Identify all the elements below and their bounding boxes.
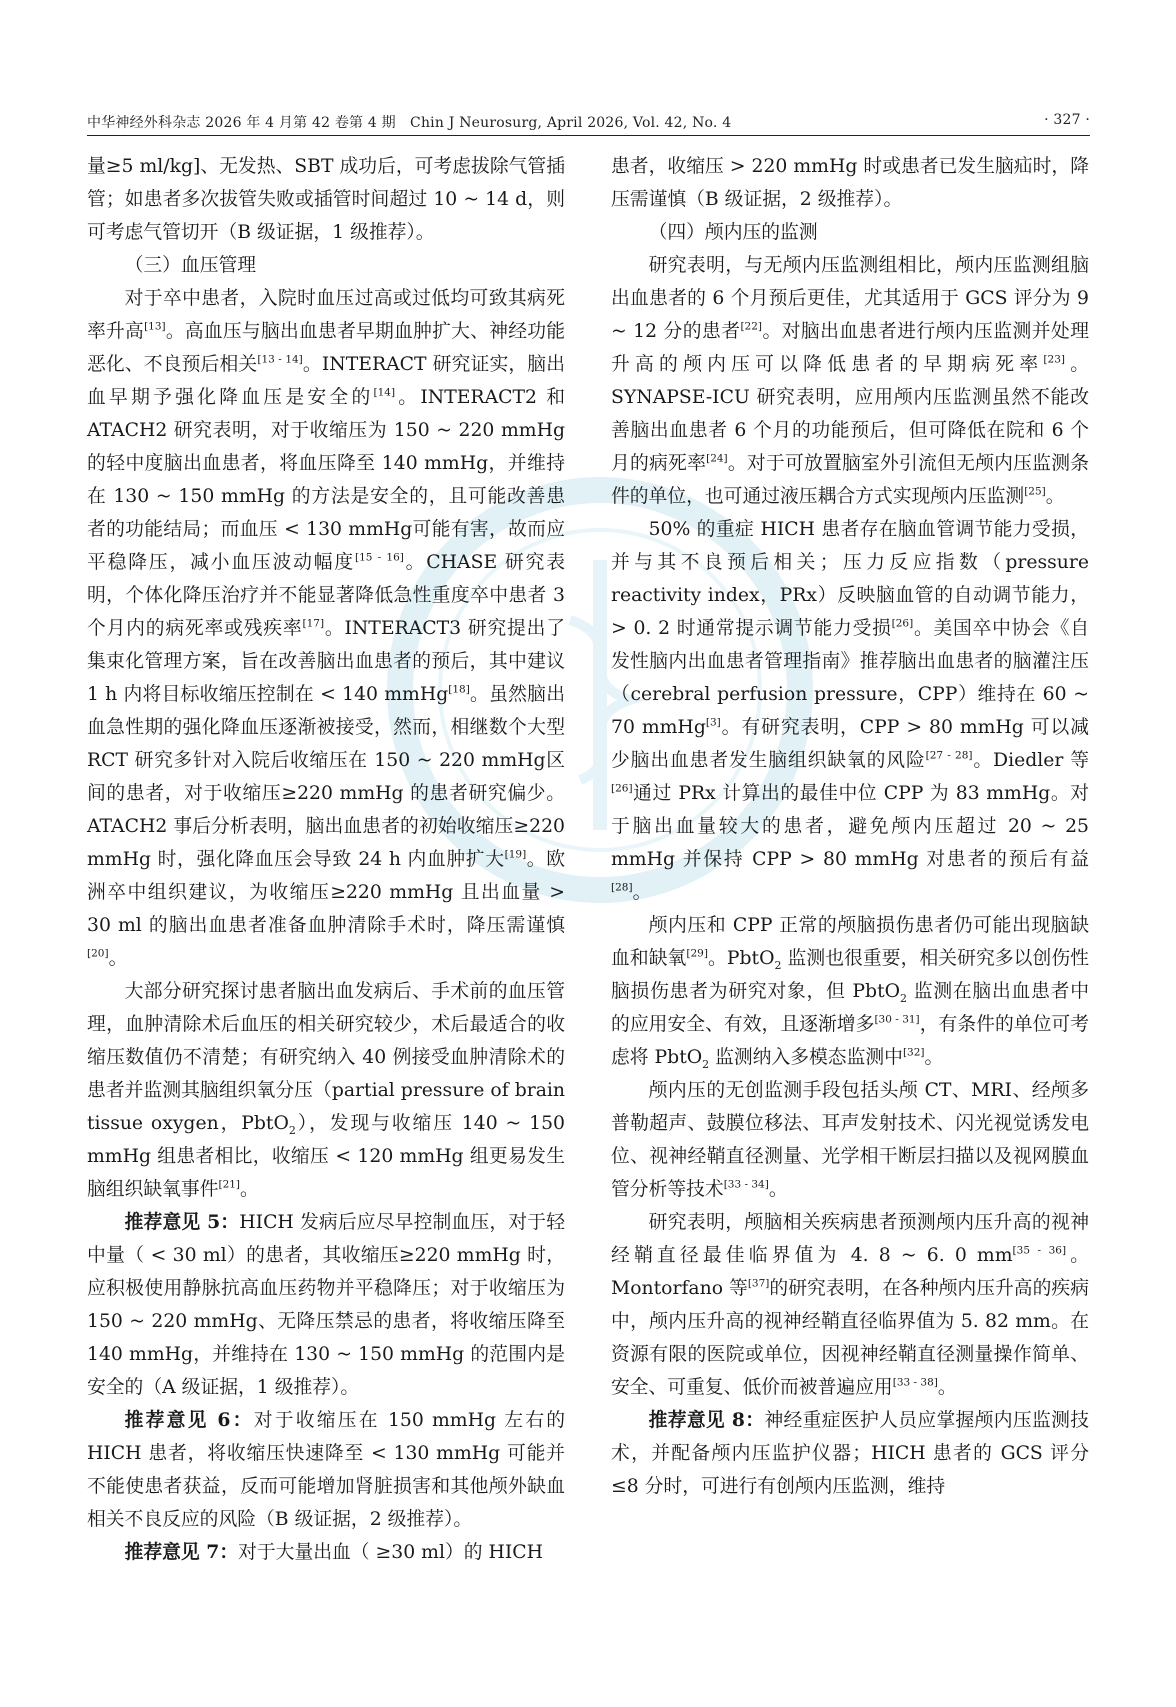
paragraph-text: 颅内压和 CPP 正常的颅脑损伤患者仍可能出现脑缺血和缺氧 (611, 915, 1089, 969)
citation: [26] (891, 617, 914, 630)
paragraph (611, 249, 1089, 513)
citation: [25] (1024, 485, 1046, 498)
recommendation-text: 神经重症医护人员应掌握颅内压监测技术，并配备颅内压监护仪器；HICH 患者的 GCS 评分≤8 分时，可进行有创颅内压监测，维持 (611, 1410, 1090, 1497)
paragraph-text: 。 (108, 948, 128, 969)
paragraph (87, 150, 565, 249)
subscript: 2 (702, 1057, 710, 1071)
section-heading: （三）血压管理 (124, 255, 257, 276)
paragraph (611, 513, 1089, 909)
paragraph-text: 。美国卒中协会《自发性脑内出血患者管理指南》推荐脑出血患者的脑灌注压（cerebral perfusion pressure，CPP）维持在 60 ~ 70 mmHg (611, 618, 1090, 738)
paragraph-text: 。对脑出血患者进行颅内压监测并处理升高的颅内压可以降低患者的早期病死率 (611, 321, 1090, 375)
paragraph-text: 对于卒中患者，入院时血压过高或过低均可致其病死率升高 (87, 288, 565, 342)
subscript: 2 (900, 991, 908, 1005)
paragraph (611, 1206, 1089, 1404)
journal-citation: 中华神经外科杂志 2026 年 4 月第 42 卷第 4 期 Chin J Neurosurg, April 2026, Vol. 42, No. 4 (87, 115, 732, 131)
paragraph-text: 。欧洲卒中组织建议，为收缩压≥220 mmHg 且出血量 > 30 ml 的脑出血患者准备血肿清除手术时，降压需谨慎 (87, 849, 565, 936)
recommendation-label: 推荐意见 5： (124, 1211, 240, 1233)
paragraph-text: 。CHASE 研究表明，个体化降压治疗并不能显著降低急性重度卒中患者 3 个月内的病死率或残疾率 (87, 552, 566, 639)
paragraph-text: 。有研究表明，CPP > 80 mmHg 可以减少脑出血患者发生脑组织缺氧的风险 (611, 717, 1089, 771)
paragraph-text: 的研究表明，在各种颅内压升高的疾病中，颅内压升高的视神经鞘直径临界值为 5. 82 mm。在资源有限的医院或单位，因视神经鞘直径测量操作简单、安全、可重复、低价而被普遍应用 (611, 1278, 1089, 1398)
paragraph (611, 1074, 1089, 1206)
citation: [30 - 31] (874, 1013, 920, 1026)
section-heading: （四）颅内压的监测 (648, 222, 818, 243)
recommendation-text: 对于收缩压在 150 mmHg 左右的 HICH 患者，将收缩压快速降至 < 130 mmHg 可能并不能使患者获益，反而可能增加肾脏损害和其他颅外缺血相关不良反应的风险（B 级证据，2 级推荐）。 (87, 1410, 566, 1530)
paragraph-text: 。PbtO (707, 948, 775, 969)
recommendation (87, 1404, 565, 1536)
citation: [13 - 14] (257, 353, 303, 366)
paragraph-text: 。INTERACT2 和 ATACH2 研究表明，对于收缩压为 150 ~ 220 mmHg 的轻中度脑出血患者，将血压降至 140 mmHg，并维持在 130 ~ 150 mmHg 的方法是安全的，且可能改善患者的功能结局；而血压 < 130 mmHg可能有害，故而应平稳降压，减小血压波动幅度 (87, 387, 565, 573)
citation: [15 - 16] (355, 551, 404, 564)
citation: [32] (902, 1046, 925, 1059)
citation: [33 - 38] (892, 1376, 938, 1389)
citation: [35 - 36] (1012, 1244, 1067, 1257)
paragraph-text: 大部分研究探讨患者脑出血发病后、手术前的血压管理，血肿清除术后血压的相关研究较少，术后最适合的收缩压数值仍不清楚；有研究纳入 40 例接受血肿清除术的患者并监测其脑组织氧分压（partial pressure of brain tissue oxygen，PbtO (87, 981, 565, 1134)
citation: [27 - 28] (925, 749, 973, 762)
recommendation-text: HICH 发病后应尽早控制血压，对于轻中量（ < 30 ml）的患者，其收缩压≥220 mmHg 时，应积极使用静脉抗高血压药物并平稳降压；对于收缩压为 150 ~ 220 mmHg、无降压禁忌的患者，将收缩压降至 140 mmHg，并维持在 130 ~ 150 mmHg 的范围内是安全的（A 级证据，1 级推荐）。 (87, 1212, 566, 1398)
recommendation (87, 1206, 565, 1404)
paragraph-text: 。 (1045, 486, 1065, 507)
paragraph (87, 975, 565, 1206)
citation: [29] (686, 947, 708, 960)
running-header (87, 108, 1090, 132)
page-number: · 327 · (1044, 112, 1090, 128)
paragraph-text: 。Diedler 等 (972, 750, 1089, 771)
citation: [20] (87, 947, 109, 960)
paragraph-text: 。INTERACT 研究证实，脑出血早期予强化降血压是安全的 (87, 354, 565, 408)
paragraph-text: ），发现与收缩压 140 ~ 150 mmHg 组患者相比，收缩压 < 120 mmHg 组更易发生脑组织缺氧事件 (87, 1113, 565, 1200)
citation: [37] (747, 1277, 770, 1290)
paragraph-text: 。对于可放置脑室外引流但无颅内压监测条件的单位，也可通过液压耦合方式实现颅内压监测 (611, 453, 1090, 507)
citation: [23] (1043, 353, 1065, 366)
citation: [3] (705, 716, 721, 729)
subscript: 2 (774, 958, 782, 972)
citation: [13] (144, 320, 166, 333)
recommendation-text: 对于大量出血（ ≥30 ml）的 HICH (238, 1542, 544, 1563)
citation: [21] (218, 1178, 241, 1191)
paragraph-text: 。INTERACT3 研究提出了集束化管理方案，旨在改善脑出血患者的预后，其中建议 1 h 内将目标收缩压控制在 < 140 mmHg (87, 618, 565, 705)
paragraph (611, 150, 1089, 216)
paragraph-text: 患者，收缩压 > 220 mmHg 时或患者已发生脑疝时，降压需谨慎（B 级证据，2 级推荐）。 (611, 156, 1089, 210)
paragraph-text: 。高血压与脑出血患者早期血肿扩大、神经功能恶化、不良预后相关 (87, 321, 566, 375)
recommendation (611, 1404, 1089, 1503)
paragraph-text: 。 (924, 1047, 944, 1068)
citation: [24] (706, 452, 728, 465)
paragraph-text: 颅内压的无创监测手段包括头颅 CT、MRI、经颅多普勒超声、鼓膜位移法、耳声发射技术、闪光视觉诱发电位、视神经鞘直径测量、光学相干断层扫描以及视网膜血管分析等技术 (611, 1080, 1089, 1200)
right-column (611, 150, 1089, 1503)
paragraph-text: 监测纳入多模态监测中 (709, 1047, 903, 1068)
recommendation-label: 推荐意见 8： (648, 1409, 765, 1431)
citation: [18] (448, 683, 470, 696)
paragraph-text: 通过 PRx 计算出的最佳中位 CPP 为 83 mmHg。对于脑出血量较大的患者，避免颅内压超过 20 ~ 25 mmHg 并保持 CPP > 80 mmHg 对患者的预后有益 (611, 783, 1089, 870)
paragraph-text: 研究表明，与无颅内压监测组相比，颅内压监测组脑出血患者的 6 个月预后更佳，尤其适用于 GCS 评分为 9 ~ 12 分的患者 (611, 255, 1089, 342)
paragraph-text: 研究表明，颅脑相关疾病患者预测颅内压升高的视神经鞘直径最佳临界值为 4. 8 ~ 6. 0 mm (611, 1212, 1089, 1266)
citation: [26] (611, 782, 633, 795)
recommendation-label: 推荐意见 7： (124, 1541, 239, 1563)
paragraph-text: 。 (240, 1179, 259, 1200)
paragraph-text: 。虽然脑出血急性期的强化降血压逐渐被接受，然而，相继数个大型 RCT 研究多针对入院后收缩压在 150 ~ 220 mmHg区间的患者，对于收缩压≥220 mmHg 的患者研究偏少。ATACH2 事后分析表明，脑出血患者的初始收缩压≥220 mmHg 时，强化降血压会导致 24 h 内血肿扩大 (87, 684, 566, 870)
paragraph-text: 监测也很重要，相关研究多以创伤性脑损伤患者为研究对象，但 PbtO (611, 948, 1089, 1002)
paragraph-text: 50% 的重症 HICH 患者存在脑血管调节能力受损，并与其不良预后相关；压力反应指数（pressure reactivity index，PRx）反映脑血管的自动调节能力，> 0. 2 时通常提示调节能力受损 (611, 519, 1089, 639)
paragraph (87, 282, 565, 975)
header-rule (87, 135, 1090, 136)
citation: [19] (504, 848, 527, 861)
paragraph-text: 监测在脑出血患者中的应用安全、有效，且逐渐增多 (611, 981, 1089, 1035)
citation: [28] (611, 881, 633, 894)
paragraph-text: 。 (632, 882, 652, 903)
recommendation-label: 推荐意见 6： (124, 1409, 254, 1431)
recommendation (87, 1536, 565, 1569)
paragraph-text: 。SYNAPSE-ICU 研究表明，应用颅内压监测虽然不能改善脑出血患者 6 个月的功能预后，但可降低在院和 6 个月的病死率 (611, 354, 1090, 474)
paragraph (611, 909, 1089, 1074)
paragraph-text: 量≥5 ml/kg]、无发热、SBT 成功后，可考虑拔除气管插管；如患者多次拔管失败或插管时间超过 10 ~ 14 d，则可考虑气管切开（B 级证据，1 级推荐）。 (87, 156, 565, 243)
citation: [33 - 34] (723, 1178, 769, 1191)
citation: [14] (373, 386, 396, 399)
citation: [22] (740, 320, 762, 333)
left-column (87, 150, 565, 1569)
paragraph-text: ，有条件的单位可考虑将 PbtO (611, 1014, 1090, 1068)
citation: [17] (302, 617, 325, 630)
paragraph-text: 。Montorfano 等 (611, 1245, 1090, 1299)
paragraph-text: 。 (768, 1179, 788, 1200)
subscript: 2 (288, 1123, 296, 1137)
paragraph-text: 。 (937, 1377, 957, 1398)
